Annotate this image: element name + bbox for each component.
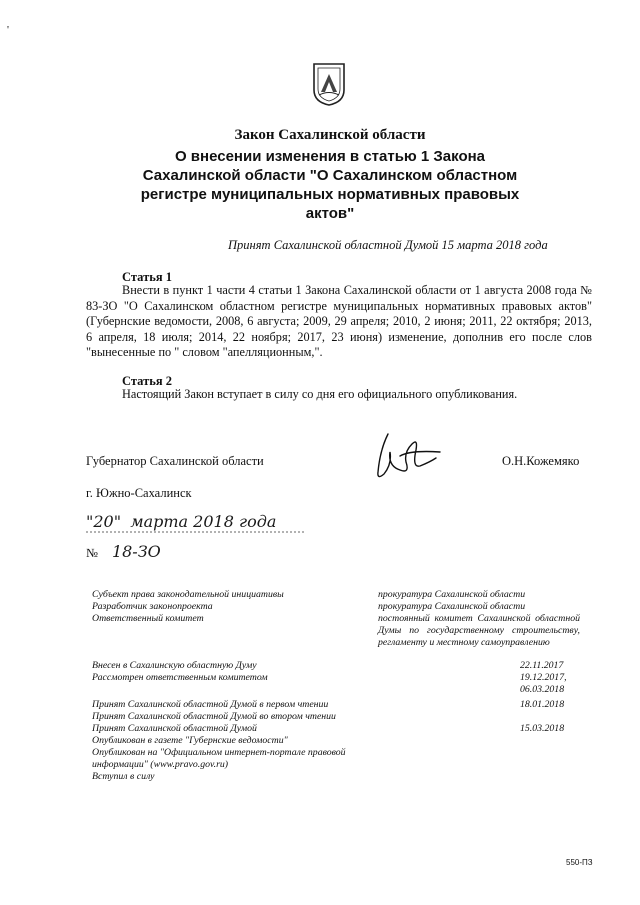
governor-name: О.Н.Кожемяко <box>502 454 580 468</box>
event-label-in-force: Вступил в силу <box>92 771 155 782</box>
developer-label: Разработчик законопроекта <box>92 601 213 612</box>
developer-value: прокуратура Сахалинской области <box>378 601 526 612</box>
coat-of-arms-icon <box>312 62 346 106</box>
handwritten-signature <box>360 428 450 484</box>
subject-value: прокуратура Сахалинской области <box>378 589 526 600</box>
date-line: "20" марта 2018 года <box>86 512 277 531</box>
event-date-committee-1: 19.12.2017, <box>520 672 567 683</box>
event-label-committee: Рассмотрен ответственным комитетом <box>92 672 268 683</box>
city: г. Южно-Сахалинск <box>86 486 192 500</box>
article-1-text: Внести в пункт 1 части 4 статьи 1 Закона Сахалинской области от 1 августа 2008 года № 83-ЗО "О Сахалинском областном регистре муниципальных нормативных правовых актов" (Губернские ведомости, 2008, 6 августа; 2009, 29 апреля; 2010, 2 июня; 2011, 22 октября; 2013, 6 апреля, 18 июля; 2014, 22 ноября; 2017, 23 июня) изменение, дополнив его после слов "вынесенные по " словом "апелляционным,". <box>86 283 592 359</box>
margin-mark: ' <box>7 24 9 36</box>
event-label-portal: Опубликован на "Официальном интернет-портале правовой информации" (www.pravo.gov.ru) <box>92 747 346 770</box>
law-heading: Закон Сахалинской области <box>234 127 426 143</box>
event-label-second-reading: Принят Сахалинской областной Думой во втором чтении <box>92 711 336 722</box>
event-label-submitted: Внесен в Сахалинскую областную Думу <box>92 660 257 671</box>
committee-label: Ответственный комитет <box>92 613 204 624</box>
event-date-adopted: 15.03.2018 <box>520 723 565 734</box>
law-number: № 18-ЗО <box>86 542 161 561</box>
article-1-title: Статья 1 <box>122 270 172 284</box>
subject-label: Субъект права законодательной инициативы <box>92 589 284 600</box>
article-2-text: Настоящий Закон вступает в силу со дня его официального опубликования. <box>122 387 518 401</box>
event-date-submitted: 22.11.2017 <box>520 660 564 671</box>
footer-code: 550-ПЗ <box>566 858 593 867</box>
date-underline <box>86 531 306 535</box>
event-date-committee-2: 06.03.2018 <box>520 684 565 695</box>
law-title: О внесении изменения в статью 1 Закона Сахалинской области "О Сахалинском областном регистре муниципальных нормативных правовых актов" <box>140 148 520 222</box>
event-date-first-reading: 18.01.2018 <box>520 699 565 710</box>
governor-position: Губернатор Сахалинской области <box>86 454 264 468</box>
event-label-adopted: Принят Сахалинской областной Думой <box>92 723 257 734</box>
article-2-title: Статья 2 <box>122 374 172 388</box>
event-label-newspaper: Опубликован в газете "Губернские ведомости" <box>92 735 288 746</box>
committee-value: постоянный комитет Сахалинской областной Думы по государственному строительству, регламенту и местному самоуправлению <box>378 613 580 648</box>
event-label-first-reading: Принят Сахалинской областной Думой в первом чтении <box>92 699 329 710</box>
adoption-note: Принят Сахалинской областной Думой 15 марта 2018 года <box>228 238 548 252</box>
